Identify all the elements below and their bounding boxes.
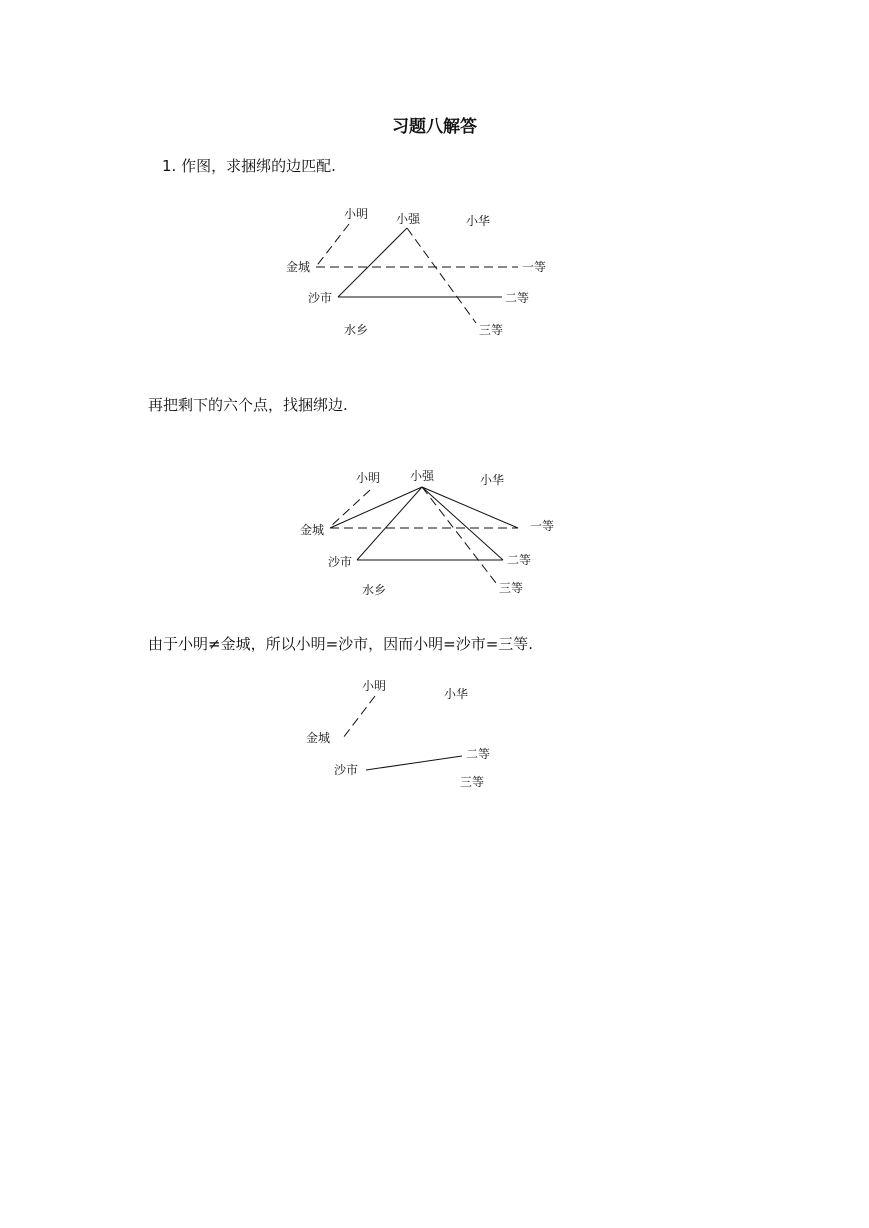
label-xiaoming: 小明: [362, 679, 387, 693]
label-jincheng: 金城: [306, 731, 331, 745]
label-xiaoming: 小明: [356, 471, 381, 485]
label-shuixiang: 水乡: [362, 583, 387, 597]
label-jincheng: 金城: [286, 260, 311, 274]
label-erdeng: 二等: [507, 553, 532, 567]
label-yideng: 一等: [522, 260, 547, 274]
label-yideng: 一等: [530, 519, 555, 533]
label-sandeng: 三等: [499, 581, 524, 595]
edge-xiaoming-jincheng: [343, 696, 375, 738]
label-shashi: 沙市: [334, 763, 359, 777]
label-sandeng: 三等: [479, 323, 504, 337]
label-xiaoqiang: 小强: [396, 212, 421, 226]
page-title: 习题八解答: [392, 117, 477, 137]
label-xiaohua: 小华: [444, 687, 469, 701]
label-jincheng: 金城: [300, 523, 325, 537]
label-shashi: 沙市: [308, 291, 333, 305]
question-text: 1. 作图，求捆绑的边匹配.: [162, 157, 336, 175]
label-xiaoqiang: 小强: [410, 469, 435, 483]
label-erdeng: 二等: [505, 291, 530, 305]
label-shashi: 沙市: [328, 555, 353, 569]
label-xiaohua: 小华: [466, 214, 491, 228]
label-xiaohua: 小华: [480, 473, 505, 487]
step2-text: 再把剩下的六个点，找捆绑边.: [148, 396, 348, 414]
label-sandeng: 三等: [460, 775, 485, 789]
label-xiaoming: 小明: [344, 207, 369, 221]
label-erdeng: 二等: [466, 747, 491, 761]
edge-shashi-erdeng: [366, 756, 462, 770]
step3-text: 由于小明≠金城，所以小明=沙市，因而小明=沙市=三等.: [148, 635, 534, 653]
label-shuixiang: 水乡: [344, 323, 369, 337]
